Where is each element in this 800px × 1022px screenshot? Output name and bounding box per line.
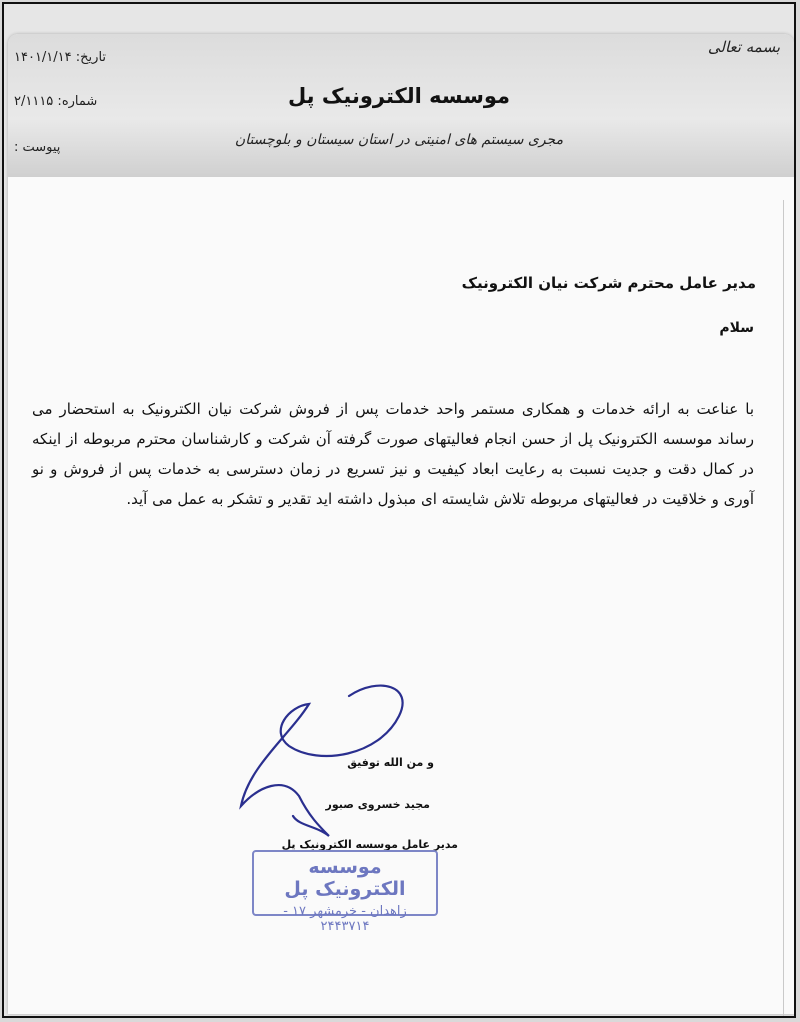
document-frame bbox=[2, 2, 796, 1018]
signer-name: مجید خسروی صبور bbox=[325, 798, 430, 811]
basmala: بسمه تعالی bbox=[707, 38, 780, 56]
date-label: تاریخ bbox=[80, 50, 107, 65]
org-subtitle: مجری سیستم های امنیتی در استان سیستان و بلوچستان bbox=[234, 132, 564, 148]
stamp-address: زاهدان - خرمشهر ۱۷ - ۲۴۴۳۷۱۴ bbox=[283, 904, 407, 934]
number-value: ۲/۱۱۱۵ bbox=[14, 94, 54, 109]
margin-line bbox=[783, 200, 784, 1018]
greeting: سلام bbox=[719, 320, 754, 336]
signer-title: مدیر عامل موسسه الکترونیک پل bbox=[281, 838, 458, 851]
number-label: شماره bbox=[61, 94, 98, 109]
number-line: شماره: ۲/۱۱۱۵ bbox=[14, 94, 98, 109]
org-name: موسسه الکترونیک پل bbox=[287, 84, 511, 108]
attachment-line: پیوست : bbox=[14, 140, 61, 155]
company-stamp bbox=[252, 850, 438, 934]
date-value: ۱۴۰۱/۱/۱۴ bbox=[14, 50, 72, 65]
attachment-label: پیوست bbox=[22, 140, 61, 155]
date-line: تاریخ: ۱۴۰۱/۱/۱۴ bbox=[14, 50, 107, 65]
recipient: مدیر عامل محترم شرکت نیان الکترونیک bbox=[461, 274, 756, 292]
stamp-title: موسسه الکترونیک پل bbox=[284, 856, 406, 900]
closing-line: و من الله توفیق bbox=[347, 756, 434, 769]
letter-body: با عناعت به ارائه خدمات و همکاری مستمر واحد خدمات پس از فروش شرکت نیان الکترونیک به استحضار می رساند موسسه الکترونیک پل از حسن انجام فعالیتهای صورت گرفته آن شرکت و کارشناسان محترم مربوطه از اینکه در کمال دقت و جدیت نسبت به رعایت ابعاد کیفیت و نیز تسریع در زمان دسترسی به خدمات پس از فروش و نو آوری و خلاقیت در فعالیتهای مربوطه تلاش شایسته ای مبذول داشته اید تقدیر و تشکر به عمل می آید. bbox=[32, 400, 754, 508]
